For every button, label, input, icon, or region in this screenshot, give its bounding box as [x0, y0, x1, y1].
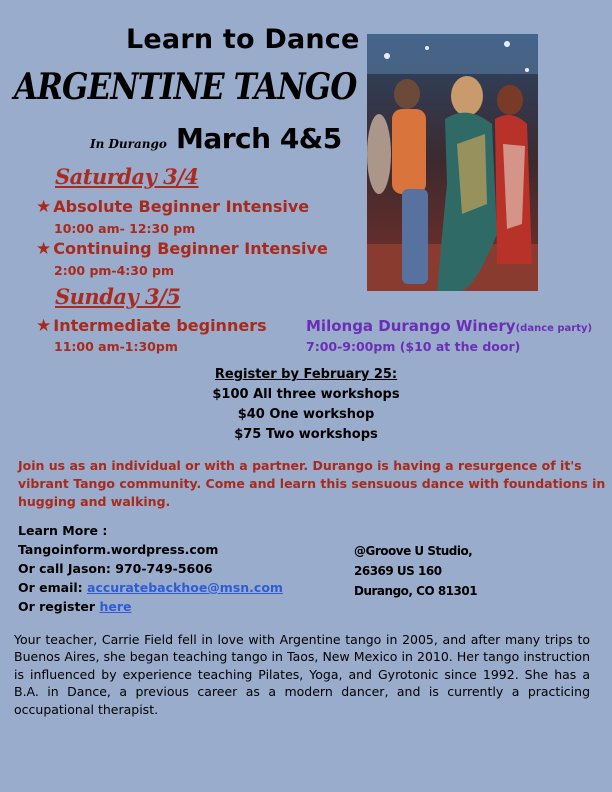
teacher-bio: Your teacher, Carrie Field fell in love with Argentine tango in 2005, and after many trips to Buenos Aires, she began teaching tango in Taos, New Mexico in 2010. Her tango instruction is influenced by experience teaching Pilates, Yoga, and Gyrotonic since 1992. She has a B.A. in Dance, a previous career as a modern dancer, and is currently a practicing occupational therapist.	[14, 632, 590, 717]
class-name: Intermediate beginners	[53, 316, 267, 335]
learn-more-heading: Learn More :	[18, 523, 108, 538]
location-label: In Durango	[90, 137, 167, 151]
class-time: 11:00 am-1:30pm	[54, 339, 178, 354]
invite-paragraph: Join us as an individual or with a partner. Durango is having a resurgence of it's vibrant Tango community. Come and learn this sensuous dance with foundations in hugging and walking.	[18, 458, 606, 509]
registration-heading: Register by February 25:	[214, 367, 398, 382]
website-text: Tangoinform.wordpress.com	[18, 542, 219, 557]
milonga-title	[306, 317, 592, 335]
price-all-three: $100 All three workshops	[212, 387, 400, 402]
price-two: $75 Two workshops	[234, 427, 378, 442]
class-intermediate-beginners	[36, 316, 267, 336]
venue-city: Durango, CO 81301	[354, 584, 478, 598]
event-dates	[90, 122, 342, 155]
email-label: Or email:	[18, 580, 88, 595]
tango-dancers-photo	[367, 34, 538, 291]
register-link[interactable]: here	[99, 599, 132, 614]
title-learn-to-dance: Learn to Dance	[126, 24, 360, 55]
title-argentine-tango: ARGENTINE TANGO	[14, 66, 357, 108]
class-absolute-beginner	[36, 197, 309, 217]
class-time: 10:00 am- 12:30 pm	[54, 221, 196, 236]
star-icon: ★	[36, 316, 52, 336]
dates-label: March 4&5	[175, 122, 342, 155]
register-line	[18, 597, 283, 616]
class-name: Continuing Beginner Intensive	[53, 239, 328, 258]
venue-address	[354, 541, 477, 601]
learn-more-block	[18, 521, 283, 616]
milonga-time: 7:00-9:00pm ($10 at the door)	[306, 339, 521, 354]
star-icon: ★	[36, 197, 52, 217]
class-continuing-beginner	[36, 239, 328, 259]
call-text: Or call Jason: 970-749-5606	[18, 561, 213, 576]
registration-block	[0, 365, 612, 445]
milonga-note: (dance party)	[515, 323, 593, 334]
class-time: 2:00 pm-4:30 pm	[54, 263, 175, 278]
venue-street: 26369 US 160	[354, 564, 442, 578]
milonga-name: Milonga Durango Winery	[306, 317, 516, 335]
saturday-heading: Saturday 3/4	[55, 164, 199, 189]
sunday-heading: Sunday 3/5	[55, 284, 181, 309]
venue-name: @Groove U Studio,	[354, 544, 473, 558]
email-link[interactable]: accuratebackhoe@msn.com	[87, 580, 283, 595]
email-line	[18, 578, 283, 597]
register-label: Or register	[18, 599, 100, 614]
star-icon: ★	[36, 239, 52, 259]
price-one: $40 One workshop	[237, 407, 375, 422]
class-name: Absolute Beginner Intensive	[53, 197, 310, 216]
